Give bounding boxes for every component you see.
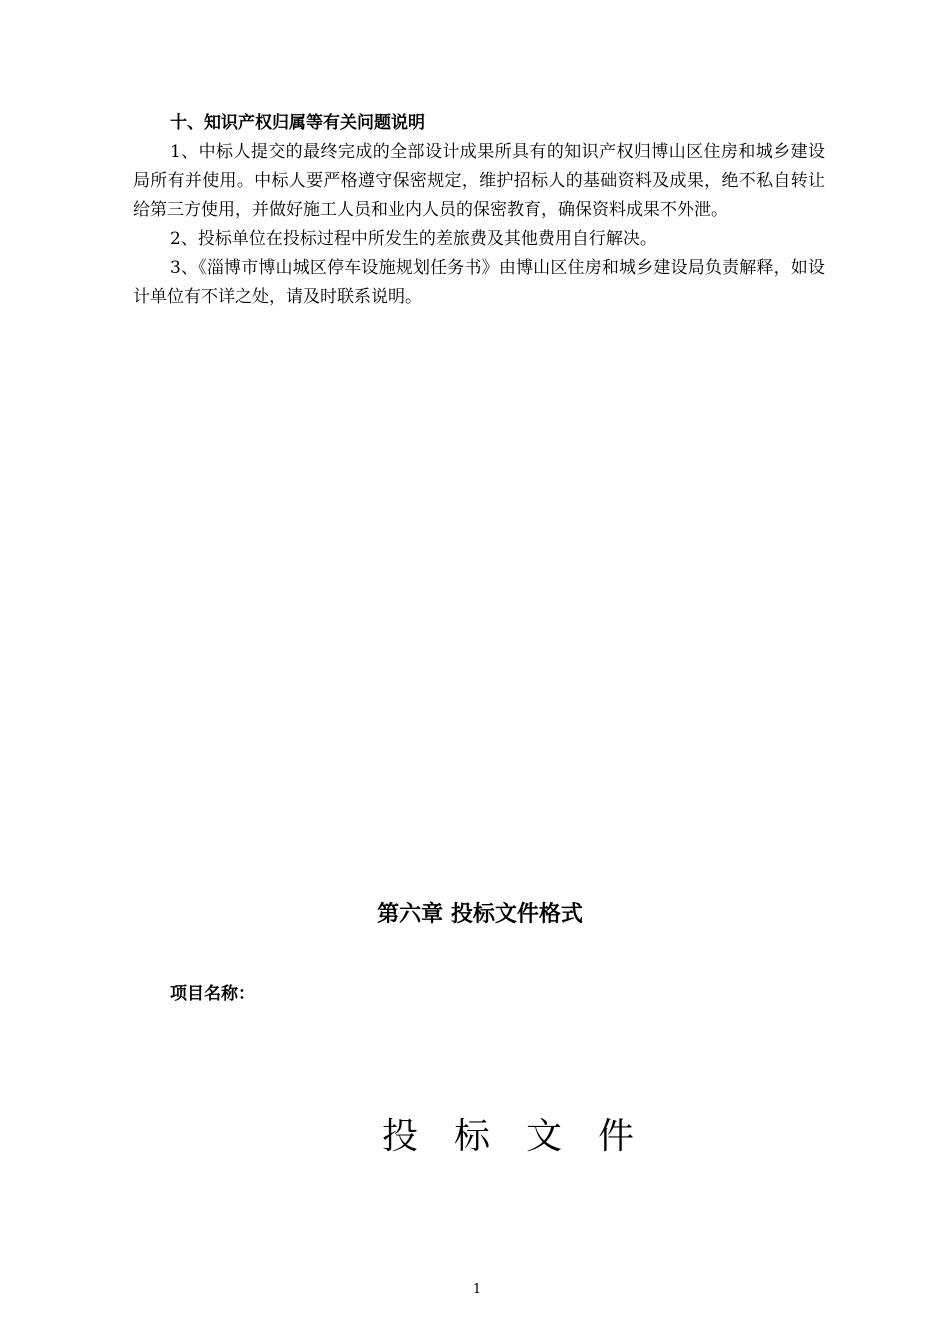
section-body: [133, 138, 825, 312]
project-name-label: 项目名称：: [170, 984, 255, 1004]
section-heading: 十、知识产权归属等有关问题说明: [170, 113, 425, 133]
paragraph-expenses: 2、投标单位在投标过程中所发生的差旅费及其他费用自行解决。: [170, 229, 657, 249]
chapter-title: 第六章 投标文件格式: [377, 901, 583, 927]
bid-document-title: 投标文件: [382, 1116, 671, 1157]
paragraph-ip-ownership: 1、中标人提交的最终完成的全部设计成果所具有的知识产权归博山区住房和城乡建设局所有并使用。中标人要严格遵守保密规定，维护招标人的基础资料及成果，绝不私自转让给第三方使用，并做好施工人员和业内人员的保密教育，确保资料成果不外泄。: [133, 142, 825, 220]
page-number: 1: [472, 1282, 482, 1297]
paragraph-interpretation: 3、《淄博市博山城区停车设施规划任务书》由博山区住房和城乡建设局负责解释，如设计单位有不详之处，请及时联系说明。: [133, 258, 825, 307]
